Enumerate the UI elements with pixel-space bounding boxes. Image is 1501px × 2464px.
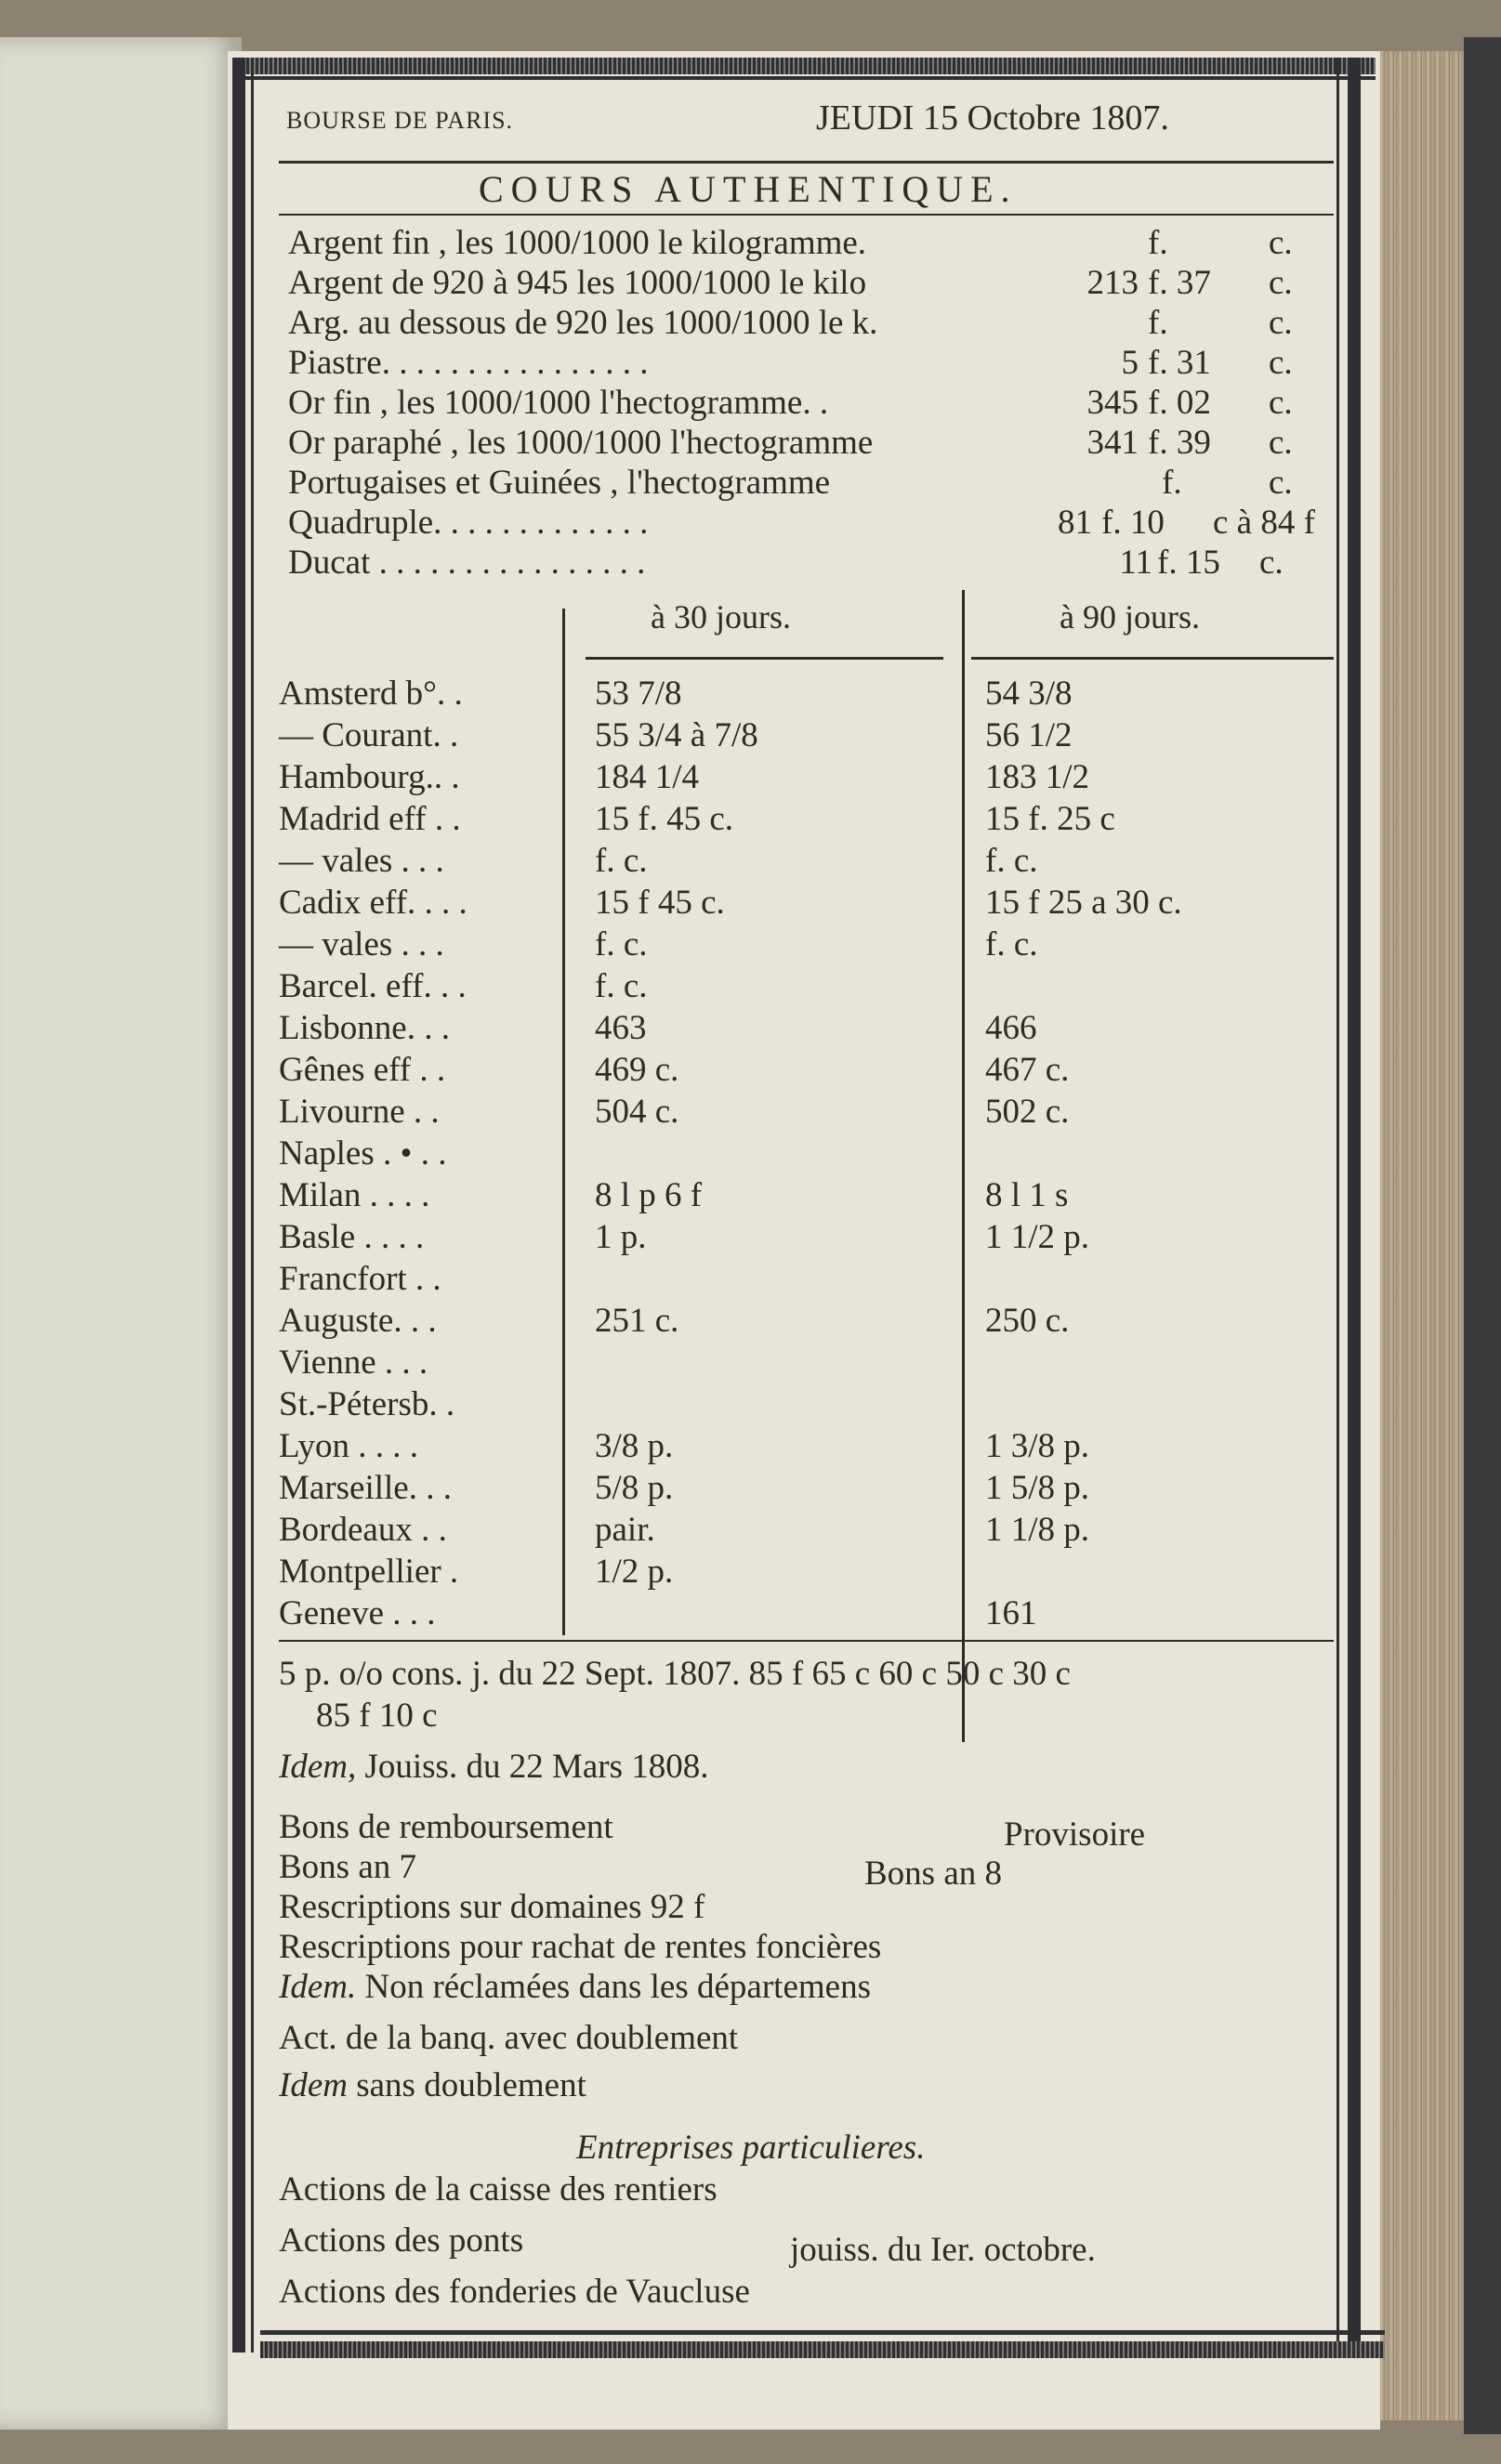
rate-90-days: 15 f. 25 c bbox=[985, 800, 1115, 838]
metal-label: Argent fin , les 1000/1000 le kilogramme. bbox=[288, 224, 867, 262]
exchange-place: Hambourg.. . bbox=[279, 758, 460, 796]
metal-centimes: c. bbox=[1269, 224, 1293, 262]
metal-francs: f. bbox=[1162, 464, 1182, 502]
rate-90-days: 250 c. bbox=[985, 1302, 1070, 1340]
rate-90-days: 502 c. bbox=[985, 1093, 1070, 1131]
header-rule bbox=[279, 161, 1334, 164]
border-right bbox=[1348, 58, 1361, 2353]
exchange-place: Geneve . . . bbox=[279, 1594, 436, 1632]
column-divider-left bbox=[562, 609, 565, 1635]
exchange-place: — Courant. . bbox=[279, 716, 459, 754]
metal-francs: f. 02 bbox=[1148, 384, 1211, 422]
rate-30-days: 15 f 45 c. bbox=[595, 884, 725, 922]
rate-30-days: f. c. bbox=[595, 967, 648, 1005]
exchange-place: Lyon . . . . bbox=[279, 1427, 419, 1465]
rate-90-days: 56 1/2 bbox=[985, 716, 1073, 754]
metal-label: Arg. au dessous de 920 les 1000/1000 le k. bbox=[288, 304, 878, 342]
metal-francs: f. 15 bbox=[1157, 544, 1220, 582]
border-right-thin bbox=[1336, 58, 1339, 2353]
rate-30-days: 504 c. bbox=[595, 1093, 679, 1131]
exchange-place: Lisbonne. . . bbox=[279, 1009, 450, 1047]
metal-francs: f. 10 bbox=[1101, 504, 1165, 542]
idem-sans-doublement bbox=[279, 2065, 586, 2105]
rate-90-days: 1 1/8 p. bbox=[985, 1511, 1090, 1549]
exchange-place: Vienne . . . bbox=[279, 1343, 428, 1382]
rate-90-days: 1 1/2 p. bbox=[985, 1218, 1090, 1256]
exchange-place: Amsterd b°. . bbox=[279, 675, 463, 713]
border-top-rule bbox=[237, 76, 1376, 80]
title-rule bbox=[279, 214, 1334, 216]
column-divider-right bbox=[962, 590, 965, 1742]
idem-text: sans doublement bbox=[356, 2066, 586, 2104]
rate-90-days: 15 f 25 a 30 c. bbox=[985, 884, 1182, 922]
effet-right: Bons an 8 bbox=[864, 1855, 1002, 1893]
rentes-line-1: 5 p. o/o cons. j. du 22 Sept. 1807. 85 f 65 c 60 c 50 c 30 c bbox=[279, 1655, 1071, 1693]
border-bottom-ornament bbox=[260, 2341, 1385, 2358]
exchange-place: Montpellier . bbox=[279, 1553, 459, 1591]
metal-value: 81 bbox=[1058, 504, 1092, 542]
metal-label: Or paraphé , les 1000/1000 l'hectogramme bbox=[288, 424, 874, 462]
rate-90-days: f. c. bbox=[985, 925, 1038, 963]
metal-centimes: c. bbox=[1269, 264, 1293, 302]
rate-90-days: 161 bbox=[985, 1594, 1037, 1632]
rate-30-days: 5/8 p. bbox=[595, 1469, 674, 1507]
entreprise-item: Actions de la caisse des rentiers bbox=[279, 2170, 718, 2208]
effet-left: Rescriptions sur domaines 92 f bbox=[279, 1888, 705, 1926]
metal-francs: f. 39 bbox=[1148, 424, 1211, 462]
exchange-place: Francfort . . bbox=[279, 1260, 441, 1298]
exchange-place: Milan . . . . bbox=[279, 1176, 430, 1214]
exchange-place: Barcel. eff. . . bbox=[279, 967, 467, 1005]
metal-francs: f. bbox=[1148, 304, 1168, 342]
border-left bbox=[232, 58, 245, 2353]
entreprise-item: Actions des fonderies de Vaucluse bbox=[279, 2273, 750, 2311]
header-underline-30 bbox=[586, 657, 943, 660]
rate-90-days: 467 c. bbox=[985, 1051, 1070, 1089]
metal-label: Portugaises et Guinées , l'hectogramme bbox=[288, 464, 831, 502]
rentes-line-2: 85 f 10 c bbox=[316, 1697, 438, 1735]
metal-centimes: c. bbox=[1269, 304, 1293, 342]
rentes-idem-line bbox=[279, 1747, 709, 1787]
rate-30-days: pair. bbox=[595, 1511, 655, 1549]
rate-90-days: 183 1/2 bbox=[985, 758, 1090, 796]
rate-90-days: 466 bbox=[985, 1009, 1037, 1047]
effet-left: Bons an 7 bbox=[279, 1848, 416, 1886]
exchange-place: Cadix eff. . . . bbox=[279, 884, 467, 922]
entreprise-item-note: jouiss. du Ier. octobre. bbox=[790, 2231, 1096, 2269]
rate-30-days: f. c. bbox=[595, 842, 648, 880]
rate-30-days: 1/2 p. bbox=[595, 1553, 674, 1591]
metal-label: Or fin , les 1000/1000 l'hectogramme. . bbox=[288, 384, 829, 422]
metal-centimes: c. bbox=[1259, 544, 1284, 582]
effet-right: Provisoire bbox=[1004, 1815, 1146, 1854]
rate-30-days: 15 f. 45 c. bbox=[595, 800, 733, 838]
metal-value: 5 bbox=[1121, 344, 1139, 382]
rate-30-days: 184 1/4 bbox=[595, 758, 700, 796]
metal-label: Argent de 920 à 945 les 1000/1000 le kilo bbox=[288, 264, 867, 302]
entreprises-heading: Entreprises particulieres. bbox=[576, 2129, 926, 2167]
exchange-place: Livourne . . bbox=[279, 1093, 440, 1131]
metal-label: Quadruple. . . . . . . . . . . . . bbox=[288, 504, 649, 542]
metal-centimes: c à 84 f bbox=[1213, 504, 1315, 542]
rate-30-days: f. c. bbox=[595, 925, 648, 963]
entreprise-item: Actions des ponts bbox=[279, 2222, 524, 2260]
header-underline-90 bbox=[971, 657, 1334, 660]
metal-francs: f. 37 bbox=[1148, 264, 1211, 302]
rate-30-days: 55 3/4 à 7/8 bbox=[595, 716, 758, 754]
rate-90-days: f. c. bbox=[985, 842, 1038, 880]
border-bottom-rule bbox=[260, 2330, 1385, 2335]
metal-value: 341 bbox=[1086, 424, 1139, 462]
exchange-place: Bordeaux . . bbox=[279, 1511, 447, 1549]
metal-value: 11 bbox=[1119, 544, 1152, 582]
rate-90-days: 8 l 1 s bbox=[985, 1176, 1069, 1214]
exchange-place: — vales . . . bbox=[279, 925, 444, 963]
header-30-days: à 30 jours. bbox=[651, 598, 791, 636]
rate-90-days: 1 3/8 p. bbox=[985, 1427, 1090, 1465]
rate-30-days: 53 7/8 bbox=[595, 675, 682, 713]
border-left-thin bbox=[251, 58, 254, 2353]
exchange-place: Marseille. . . bbox=[279, 1469, 452, 1507]
rate-90-days: 1 5/8 p. bbox=[985, 1469, 1090, 1507]
metal-value: 213 bbox=[1086, 264, 1139, 302]
page-title: COURS AUTHENTIQUE. bbox=[479, 168, 1018, 210]
metal-centimes: c. bbox=[1269, 344, 1293, 382]
rate-30-days: 3/8 p. bbox=[595, 1427, 674, 1465]
idem-text: Jouiss. du 22 Mars 1808. bbox=[364, 1748, 709, 1786]
book-edge-shadow bbox=[1464, 37, 1501, 2434]
exchange-place: St.-Pétersb. . bbox=[279, 1385, 455, 1423]
exchange-place: Madrid eff . . bbox=[279, 800, 461, 838]
rate-30-days: 251 c. bbox=[595, 1302, 679, 1340]
left-blank-page bbox=[0, 37, 242, 2430]
idem-italic: Idem bbox=[279, 2066, 348, 2104]
metal-centimes: c. bbox=[1269, 464, 1293, 502]
rate-30-days: 463 bbox=[595, 1009, 647, 1047]
rate-30-days: 469 c. bbox=[595, 1051, 679, 1089]
idem-italic: Idem. bbox=[279, 1968, 357, 2006]
metal-value: 345 bbox=[1086, 384, 1139, 422]
rentes-rule bbox=[279, 1640, 1334, 1642]
metal-centimes: c. bbox=[1269, 384, 1293, 422]
exchange-place: — vales . . . bbox=[279, 842, 444, 880]
actions-banque: Act. de la banq. avec doublement bbox=[279, 2019, 739, 2057]
rate-30-days: 1 p. bbox=[595, 1218, 647, 1256]
rate-90-days: 54 3/8 bbox=[985, 675, 1073, 713]
exchange-place: Gênes eff . . bbox=[279, 1051, 446, 1089]
effet-left: Rescriptions pour rachat de rentes foncières bbox=[279, 1928, 882, 1966]
idem-italic: Idem, bbox=[279, 1748, 357, 1786]
metal-label: Ducat . . . . . . . . . . . . . . . . bbox=[288, 544, 646, 582]
metal-centimes: c. bbox=[1269, 424, 1293, 462]
rate-30-days: 8 l p 6 f bbox=[595, 1176, 703, 1214]
border-top-ornament bbox=[237, 58, 1376, 74]
idem-text: Non réclamées dans les départemens bbox=[364, 1968, 871, 2006]
metal-label: Piastre. . . . . . . . . . . . . . . . bbox=[288, 344, 649, 382]
exchange-place: Auguste. . . bbox=[279, 1302, 437, 1340]
issue-date: JEUDI 15 Octobre 1807. bbox=[816, 98, 1169, 138]
exchange-place: Basle . . . . bbox=[279, 1218, 425, 1256]
metal-francs: f. 31 bbox=[1148, 344, 1211, 382]
header-90-days: à 90 jours. bbox=[1060, 598, 1200, 636]
metal-francs: f. bbox=[1148, 224, 1168, 262]
idem-non-reclamees bbox=[279, 1967, 871, 2007]
publication-name: BOURSE DE PARIS. bbox=[286, 107, 514, 134]
exchange-place: Naples . • . . bbox=[279, 1134, 447, 1173]
effet-left: Bons de remboursement bbox=[279, 1808, 613, 1846]
